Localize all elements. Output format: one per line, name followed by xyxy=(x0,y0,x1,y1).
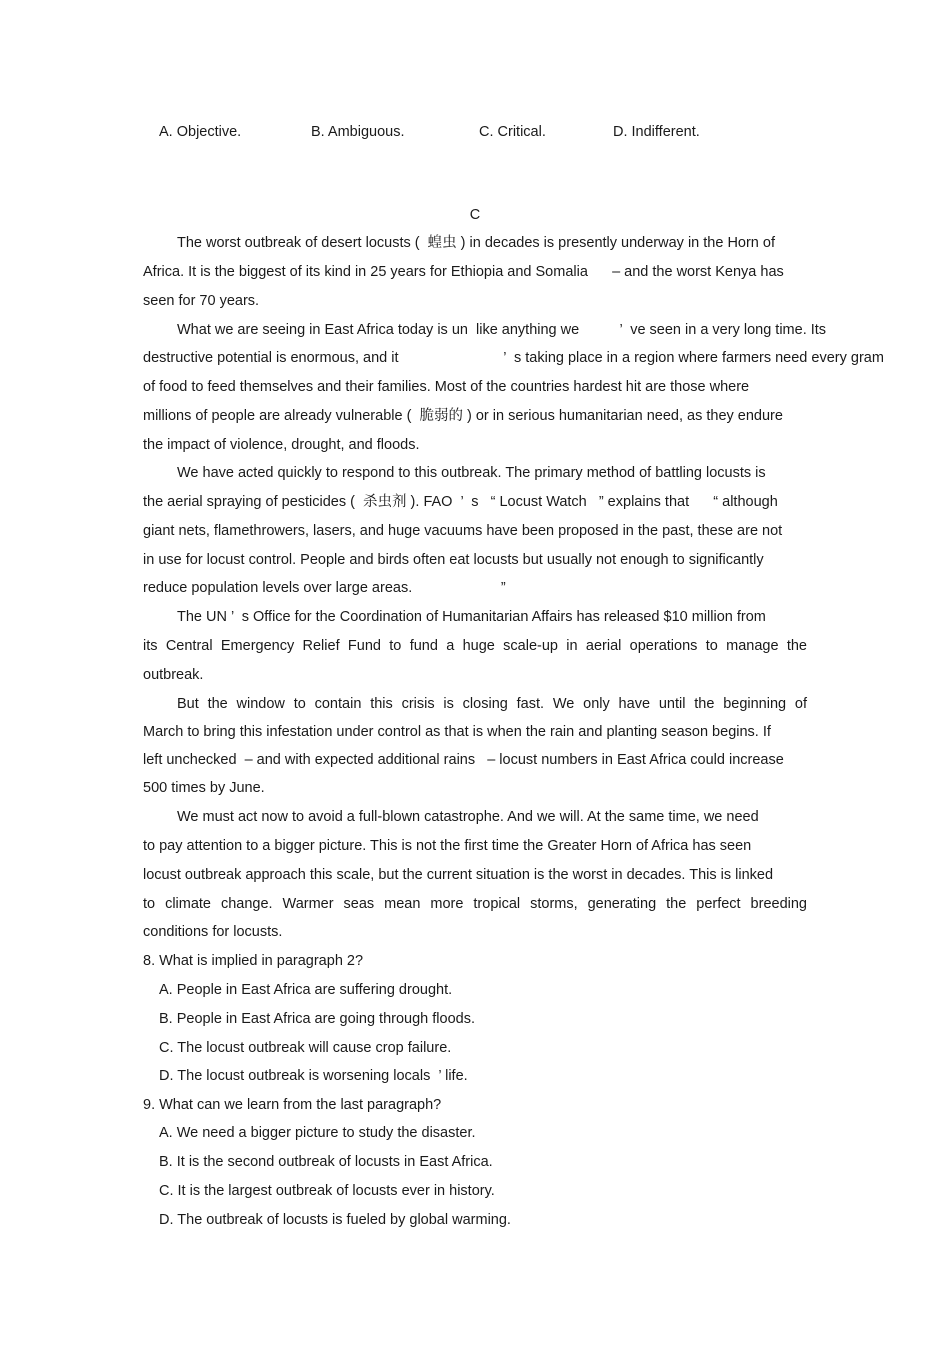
passage-line: We must act now to avoid a full-blown catastrophe. And we will. At the same time, we need xyxy=(177,809,759,825)
question-option: A. People in East Africa are suffering drought. xyxy=(159,982,453,998)
passage-line: to pay attention to a bigger picture. This is not the first time the Greater Horn of Africa has seen xyxy=(143,838,752,854)
passage-line: the impact of violence, drought, and floods. xyxy=(143,437,420,453)
section-label: C xyxy=(469,207,481,223)
passage-line: seen for 70 years. xyxy=(143,293,260,309)
question-option: C. It is the largest outbreak of locusts ever in history. xyxy=(159,1183,495,1199)
passage-line: What we are seeing in East Africa today is un like anything we ’ ve seen in a very long time. Its xyxy=(177,322,827,338)
question-stem: 8. What is implied in paragraph 2? xyxy=(143,953,364,969)
passage-line: locust outbreak approach this scale, but the current situation is the worst in decades. This is linked xyxy=(143,867,774,883)
prev-option-d: D. Indifferent. xyxy=(613,124,700,140)
prev-option-c: C. Critical. xyxy=(479,124,546,140)
passage-line: in use for locust control. People and birds often eat locusts but usually not enough to significantly xyxy=(143,552,764,568)
prev-option-a: A. Objective. xyxy=(159,124,242,140)
passage-line: millions of people are already vulnerable ( 脆弱的 ) or in serious humanitarian need, as they endure xyxy=(143,408,783,424)
passage-line: to climate change. Warmer seas mean more tropical storms, generating the perfect breeding xyxy=(143,896,807,912)
question-option: B. It is the second outbreak of locusts in East Africa. xyxy=(159,1154,493,1170)
question-option: C. The locust outbreak will cause crop failure. xyxy=(159,1040,452,1056)
passage-line: outbreak. xyxy=(143,667,204,683)
passage-line: its Central Emergency Relief Fund to fund a huge scale-up in aerial operations to manage the xyxy=(143,638,807,654)
question-option: A. We need a bigger picture to study the disaster. xyxy=(159,1125,476,1141)
passage-line: reduce population levels over large areas. ” xyxy=(143,580,506,596)
passage-line: We have acted quickly to respond to this outbreak. The primary method of battling locusts is xyxy=(177,465,766,481)
passage-line: the aerial spraying of pesticides ( 杀虫剂 ). FAO ’ s “ Locust Watch ” explains that “ although xyxy=(143,494,778,510)
passage-line: But the window to contain this crisis is closing fast. We only have until the beginning of xyxy=(177,696,807,712)
passage-line: The UN ’ s Office for the Coordination of Humanitarian Affairs has released $10 million from xyxy=(177,609,766,625)
prev-option-b: B. Ambiguous. xyxy=(311,124,405,140)
passage-line: Africa. It is the biggest of its kind in 25 years for Ethiopia and Somalia – and the worst Kenya has xyxy=(143,264,784,280)
question-option: D. The outbreak of locusts is fueled by global warming. xyxy=(159,1212,511,1228)
passage-line: March to bring this infestation under control as that is when the rain and planting season begins. If xyxy=(143,724,771,740)
passage-line: giant nets, flamethrowers, lasers, and huge vacuums have been proposed in the past, these are not xyxy=(143,523,783,539)
passage-line: of food to feed themselves and their families. Most of the countries hardest hit are those where xyxy=(143,379,750,395)
passage-line: left unchecked – and with expected additional rains – locust numbers in East Africa could increase xyxy=(143,752,784,768)
passage-line: The worst outbreak of desert locusts ( 蝗虫 ) in decades is presently underway in the Horn of xyxy=(177,235,775,251)
passage-line: conditions for locusts. xyxy=(143,924,283,940)
question-option: D. The locust outbreak is worsening locals ’ life. xyxy=(159,1068,468,1084)
passage-line: 500 times by June. xyxy=(143,780,265,796)
passage-line: destructive potential is enormous, and it ’ s taking place in a region where farmers need every gram xyxy=(143,350,884,366)
question-stem: 9. What can we learn from the last paragraph? xyxy=(143,1097,442,1113)
question-option: B. People in East Africa are going through floods. xyxy=(159,1011,475,1027)
